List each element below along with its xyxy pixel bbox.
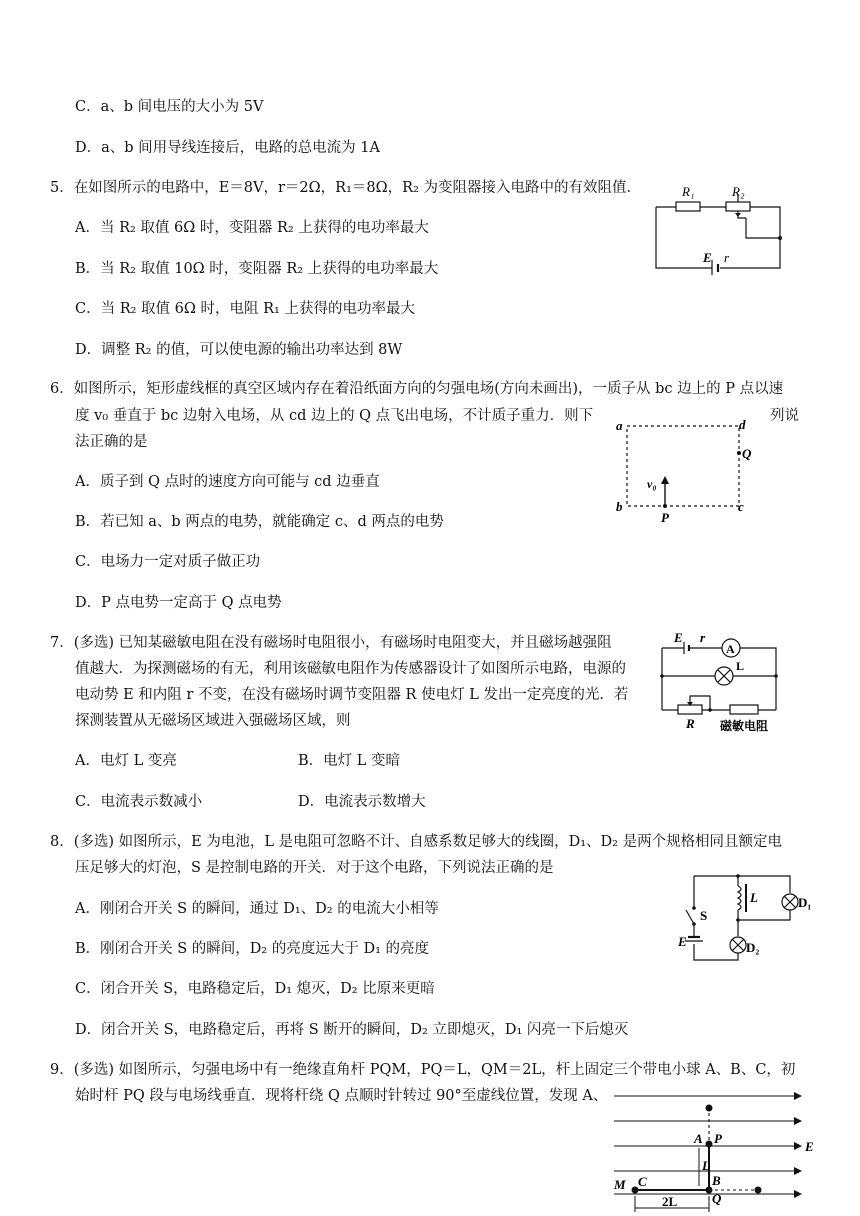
label-q: Q	[742, 446, 752, 461]
lamp-label: L	[736, 659, 745, 673]
q6-stem-line1: 6．如图所示，矩形虚线框的真空区域内存在着沿纸面方向的匀强电场(方向未画出)，一质子从 bc 边上的 P 点以速	[50, 381, 784, 397]
q8-option-b: B．刚闭合开关 S 的瞬间，D₂ 的亮度远大于 D₁ 的亮度	[75, 941, 430, 957]
q6-option-b: B．若已知 a、b 两点的电势，就能确定 c、d 两点的电势	[75, 514, 444, 530]
label-e: E	[805, 1139, 814, 1154]
q5-option-b: B．当 R₂ 取值 10Ω 时，变阻器 R₂ 上获得的电功率最大	[75, 261, 439, 277]
q7-circuit-figure	[656, 628, 788, 734]
q7-option-c: C．电流表示数减小	[75, 794, 203, 810]
q6-stem-line3: 法正确的是	[75, 434, 148, 450]
label-e: E	[703, 250, 712, 265]
q8-option-c: C．闭合开关 S，电路稳定后，D₁ 熄灭，D₂ 比原来更暗	[75, 981, 435, 997]
label-s: S	[700, 908, 708, 923]
q7-stem-line4: 探测装置从无磁场区域进入强磁场区域，则	[75, 713, 351, 729]
label-r2: R₂	[732, 184, 745, 199]
label-l: L	[702, 1158, 710, 1173]
label-rheostat: R	[686, 716, 695, 731]
q7-stem-line2: 值越大．为探测磁场的有无，利用该磁敏电阻作为传感器设计了如图所示电路，电源的	[75, 661, 626, 677]
label-m: M	[614, 1177, 626, 1192]
q6-option-c: C．电场力一定对质子做正功	[75, 554, 261, 570]
label-a: a	[616, 418, 623, 433]
label-l: L	[750, 890, 758, 905]
ammeter-label: A	[726, 642, 735, 656]
q8-circuit-figure	[670, 866, 818, 966]
label-d: d	[739, 417, 746, 432]
q5-option-a: A．当 R₂ 取值 6Ω 时，变阻器 R₂ 上获得的电功率最大	[75, 220, 429, 236]
sensor-label: 磁敏电阻	[720, 719, 769, 733]
q9-stem-line2: 始时杆 PQ 段与电场线垂直．现将杆绕 Q 点顺时针转过 90°至虚线位置，发现 A、	[75, 1088, 608, 1104]
label-e: E	[674, 630, 683, 645]
label-a: A	[694, 1131, 703, 1146]
q8-option-a: A．刚闭合开关 S 的瞬间，通过 D₁、D₂ 的电流大小相等	[75, 901, 439, 917]
label-q: Q	[712, 1191, 722, 1206]
q5-stem: 5．在如图所示的电路中，E＝8V，r＝2Ω，R₁＝8Ω，R₂ 为变阻器接入电路中的有效阻值．	[50, 180, 641, 196]
label-d2: D₂	[746, 940, 760, 955]
q7-option-b: B．电灯 L 变暗	[298, 753, 401, 769]
q7-option-a: A．电灯 L 变亮	[75, 753, 177, 769]
q7-option-d: D．电流表示数增大	[298, 794, 426, 810]
q8-stem-line1: 8．(多选) 如图所示，E 为电池，L 是电阻可忽略不计、自感系数足够大的线圈，D₁、D₂ 是两个规格相同且额定电	[50, 834, 783, 850]
q6-option-a: A．质子到 Q 点时的速度方向可能与 cd 边垂直	[75, 474, 380, 490]
q4-option-c: C．a、b 间电压的大小为 5V	[75, 99, 264, 115]
q5-circuit-figure	[648, 180, 788, 275]
label-c: C	[638, 1174, 647, 1189]
q5-option-c: C．当 R₂ 取值 6Ω 时，电阻 R₁ 上获得的电功率最大	[75, 301, 415, 317]
label-p: P	[661, 510, 669, 524]
q7-stem-line3: 电动势 E 和内阻 r 不变，在没有磁场时调节变阻器 R 使电灯 L 发出一定亮度的光．若	[75, 687, 629, 703]
q6-option-d: D．P 点电势一定高于 Q 点电势	[75, 595, 282, 611]
label-b: B	[712, 1173, 721, 1188]
label-r: r	[724, 250, 730, 265]
q6-stem-line2-end: 列说	[770, 408, 799, 424]
q7-stem-line1: 7．(多选) 已知某磁敏电阻在没有磁场时电阻很小，有磁场时电阻变大，并且磁场越强阻	[50, 635, 612, 651]
label-e: E	[678, 934, 687, 949]
label-r1: R₁	[682, 184, 695, 199]
q5-option-d: D．调整 R₂ 的值，可以使电源的输出功率达到 8W	[75, 342, 403, 358]
q8-option-d: D．闭合开关 S，电路稳定后，再将 S 断开的瞬间，D₂ 立即熄灭，D₁ 闪亮一下后熄灭	[75, 1022, 629, 1038]
q9-stem-line1: 9．(多选) 如图所示，匀强电场中有一绝缘直角杆 PQM，PQ＝L，QM＝2L，杆上固定三个带电小球 A、B、C，初	[50, 1062, 796, 1078]
label-p: P	[714, 1131, 722, 1146]
label-v0: v₀	[647, 477, 657, 491]
q8-stem-line2: 压足够大的灯泡，S 是控制电路的开关．对于这个电路，下列说法正确的是	[75, 860, 554, 876]
label-r: r	[700, 630, 706, 645]
label-c: c	[738, 499, 744, 514]
label-d1: D₁	[798, 895, 812, 910]
q4-option-d: D．a、b 间用导线连接后，电路的总电流为 1A	[75, 140, 380, 156]
label-b: b	[616, 499, 623, 514]
q6-stem-line2: 度 v₀ 垂直于 bc 边射入电场，从 cd 边上的 Q 点飞出电场，不计质子重力．则下	[75, 408, 594, 424]
q6-field-figure	[612, 414, 762, 524]
label-2l: 2L	[662, 1194, 678, 1209]
q9-field-figure	[608, 1086, 818, 1216]
